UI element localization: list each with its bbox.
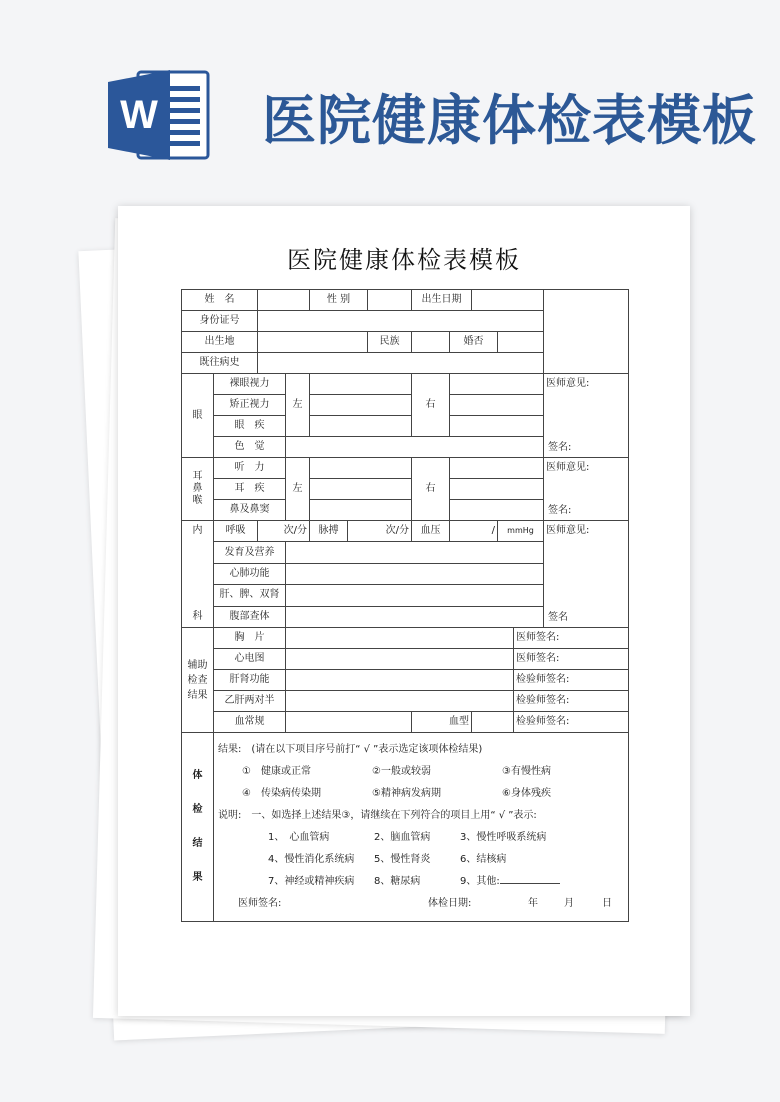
- internal-row-1: [182, 521, 629, 542]
- disease-option[interactable]: 7、神经或精神疾病: [268, 876, 355, 887]
- id-number-value[interactable]: [258, 311, 544, 332]
- ent-row-label: 听 力: [214, 458, 286, 479]
- result-char-1: 体: [192, 770, 203, 781]
- internal-row-label: 发育及营养: [214, 542, 286, 563]
- breath-label: 呼吸: [214, 521, 258, 542]
- other-disease-text: 9、其他:: [460, 876, 500, 887]
- result-char-3: 结: [192, 838, 203, 849]
- blood-routine-value[interactable]: [286, 712, 412, 733]
- internal-char-bottom: 科: [192, 611, 203, 622]
- aux-row-value[interactable]: [286, 649, 514, 670]
- aux-row-2: [182, 649, 629, 670]
- internal-row-label: 心肺功能: [214, 563, 286, 584]
- eye-left-value[interactable]: [310, 395, 412, 416]
- gender-label: 性 别: [310, 290, 368, 311]
- basic-row-1: [182, 290, 629, 311]
- disease-option[interactable]: 1、 心血管病: [268, 832, 330, 843]
- disease-option[interactable]: 5、慢性肾炎: [374, 854, 431, 865]
- birthplace-value[interactable]: [258, 332, 368, 353]
- other-disease-blank[interactable]: [500, 873, 560, 884]
- ent-right-value[interactable]: [450, 500, 544, 521]
- eye-row-label: 裸眼视力: [214, 374, 286, 395]
- internal-char-top: 内: [192, 525, 203, 536]
- internal-opinion-cell: [544, 521, 629, 628]
- ent-left-label: 左: [286, 458, 310, 521]
- breath-value[interactable]: 次/分: [258, 521, 310, 542]
- result-row: [182, 733, 629, 922]
- eye-right-label: 右: [412, 374, 450, 437]
- blood-type-label: 血型: [412, 712, 472, 733]
- ent-sign-label: 签名:: [548, 505, 572, 516]
- result-option[interactable]: ⑥身体残疾: [502, 788, 551, 799]
- month-label: 月: [564, 898, 574, 909]
- result-option[interactable]: ④ 传染病传染期: [242, 788, 321, 799]
- ent-row-label: 鼻及鼻窦: [214, 500, 286, 521]
- internal-sign-label: 签名: [548, 612, 569, 623]
- aux-row-sign: 医师签名:: [514, 649, 629, 670]
- ent-left-value[interactable]: [310, 479, 412, 500]
- ent-right-label: 右: [412, 458, 450, 521]
- pulse-value[interactable]: 次/分: [348, 521, 412, 542]
- doctor-sign-label: 医师签名:: [238, 898, 282, 909]
- aux-row-label: 心电图: [214, 649, 286, 670]
- result-intro: 结果: (请在以下项目序号前打“ √ ”表示选定该项体检结果): [218, 744, 483, 755]
- ent-left-value[interactable]: [310, 500, 412, 521]
- internal-section-label: [182, 521, 214, 628]
- name-value[interactable]: [258, 290, 310, 311]
- eye-right-value[interactable]: [450, 416, 544, 437]
- result-section-label: [182, 733, 214, 922]
- disease-option[interactable]: 6、结核病: [460, 854, 507, 865]
- birthplace-label: 出生地: [182, 332, 258, 353]
- ent-right-value[interactable]: [450, 479, 544, 500]
- banner-title: 医院健康体检表模板: [262, 88, 757, 152]
- eye-left-value[interactable]: [310, 416, 412, 437]
- ent-opinion-label: 医师意见:: [546, 462, 590, 473]
- aux-row-value[interactable]: [286, 691, 514, 712]
- aux-word-3: 结果: [187, 689, 208, 701]
- result-option[interactable]: ① 健康或正常: [242, 766, 311, 777]
- eye-opinion-label: 医师意见:: [546, 378, 590, 389]
- internal-row-label: 腹部查体: [214, 606, 286, 627]
- aux-section-label: [182, 628, 214, 733]
- internal-row-value[interactable]: [286, 563, 544, 584]
- ent-opinion-cell: [544, 458, 629, 521]
- result-option[interactable]: ⑤精神病发病期: [372, 788, 441, 799]
- aux-row-value[interactable]: [286, 628, 514, 649]
- id-number-label: 身份证号: [182, 311, 258, 332]
- aux-row-value[interactable]: [286, 670, 514, 691]
- ent-char-throat: 喉: [192, 495, 203, 506]
- ent-row-label: 耳 疾: [214, 479, 286, 500]
- gender-value[interactable]: [368, 290, 412, 311]
- year-label: 年: [528, 898, 538, 909]
- disease-row-2: [218, 849, 624, 871]
- aux-word-2: 检查: [187, 674, 208, 686]
- aux-row-label: 肝肾功能: [214, 670, 286, 691]
- internal-opinion-label: 医师意见:: [546, 525, 590, 536]
- disease-row-1: [218, 827, 624, 849]
- health-exam-form: [181, 289, 629, 922]
- result-option[interactable]: ②一般或较弱: [372, 766, 431, 777]
- history-label: 既往病史: [182, 353, 258, 374]
- internal-row-label: 肝、脾、双肾: [214, 585, 286, 606]
- aux-row-label: 乙肝两对半: [214, 691, 286, 712]
- word-document-icon: [108, 70, 210, 160]
- ent-left-value[interactable]: [310, 458, 412, 479]
- other-disease-label[interactable]: [460, 871, 560, 893]
- disease-option[interactable]: 4、慢性消化系统病: [268, 854, 355, 865]
- result-cell: [214, 733, 629, 922]
- eye-row-label: 矫正视力: [214, 395, 286, 416]
- eye-opinion-cell: [544, 374, 629, 458]
- bp-unit[interactable]: mmHg: [498, 521, 544, 542]
- ent-row-1: [182, 458, 629, 479]
- aux-row-3: [182, 670, 629, 691]
- eye-left-value[interactable]: [310, 374, 412, 395]
- pulse-label: 脉搏: [310, 521, 348, 542]
- birthdate-value[interactable]: [472, 290, 544, 311]
- aux-row-1: [182, 628, 629, 649]
- ent-char-ear: 耳: [192, 471, 203, 482]
- ent-right-value[interactable]: [450, 458, 544, 479]
- aux-row-4: [182, 691, 629, 712]
- internal-row-value[interactable]: [286, 542, 544, 563]
- eye-section-label: 眼: [182, 374, 214, 458]
- history-value[interactable]: [258, 353, 544, 374]
- color-vision-value[interactable]: [286, 437, 544, 458]
- result-char-2: 检: [192, 804, 203, 815]
- blood-sign: 检验师签名:: [514, 712, 629, 733]
- result-option[interactable]: ③有慢性病: [502, 766, 551, 777]
- aux-row-sign: 检验师签名:: [514, 691, 629, 712]
- marital-label: 婚否: [450, 332, 498, 353]
- form-sheet: [118, 206, 690, 1016]
- result-char-4: 果: [192, 872, 203, 883]
- blood-type-value[interactable]: [472, 712, 514, 733]
- exam-date-label: 体检日期:: [428, 898, 472, 909]
- eye-sign-label: 签名:: [548, 442, 572, 453]
- result-options-row-2: [218, 783, 624, 805]
- bp-separator[interactable]: /: [450, 521, 498, 542]
- disease-option[interactable]: 2、脑血管病: [374, 832, 431, 843]
- eye-row-label: 眼 疾: [214, 416, 286, 437]
- document-title: 医院健康体检表模板: [287, 246, 521, 274]
- eye-row-1: [182, 374, 629, 395]
- birthdate-label: 出生日期: [412, 290, 472, 311]
- name-label: 姓 名: [182, 290, 258, 311]
- word-icon-letter: W: [120, 93, 158, 137]
- eye-left-label: 左: [286, 374, 310, 437]
- ethnicity-value[interactable]: [412, 332, 450, 353]
- result-options-row-1: [218, 761, 624, 783]
- marital-value[interactable]: [498, 332, 544, 353]
- internal-row-value[interactable]: [286, 585, 544, 606]
- eye-right-value[interactable]: [450, 395, 544, 416]
- day-label: 日: [602, 898, 612, 909]
- aux-row-sign: 检验师签名:: [514, 670, 629, 691]
- ent-section-label: [182, 458, 214, 521]
- ethnicity-label: 民族: [368, 332, 412, 353]
- aux-row-5: [182, 712, 629, 733]
- disease-option[interactable]: 8、糖尿病: [374, 876, 421, 887]
- result-note: 说明: 一、如选择上述结果③，请继续在下列符合的项目上用“ √ ”表示:: [218, 810, 537, 821]
- blood-routine-label: 血常规: [214, 712, 286, 733]
- aux-word-1: 辅助: [187, 659, 208, 671]
- disease-row-3: [218, 871, 624, 893]
- ent-char-nose: 鼻: [192, 483, 203, 494]
- eye-row-label: 色 觉: [214, 437, 286, 458]
- result-footer: [218, 893, 624, 915]
- eye-right-value[interactable]: [450, 374, 544, 395]
- photo-box: [544, 290, 629, 374]
- aux-row-sign: 医师签名:: [514, 628, 629, 649]
- bp-label: 血压: [412, 521, 450, 542]
- internal-row-value[interactable]: [286, 606, 544, 627]
- disease-option[interactable]: 3、慢性呼吸系统病: [460, 832, 547, 843]
- aux-row-label: 胸 片: [214, 628, 286, 649]
